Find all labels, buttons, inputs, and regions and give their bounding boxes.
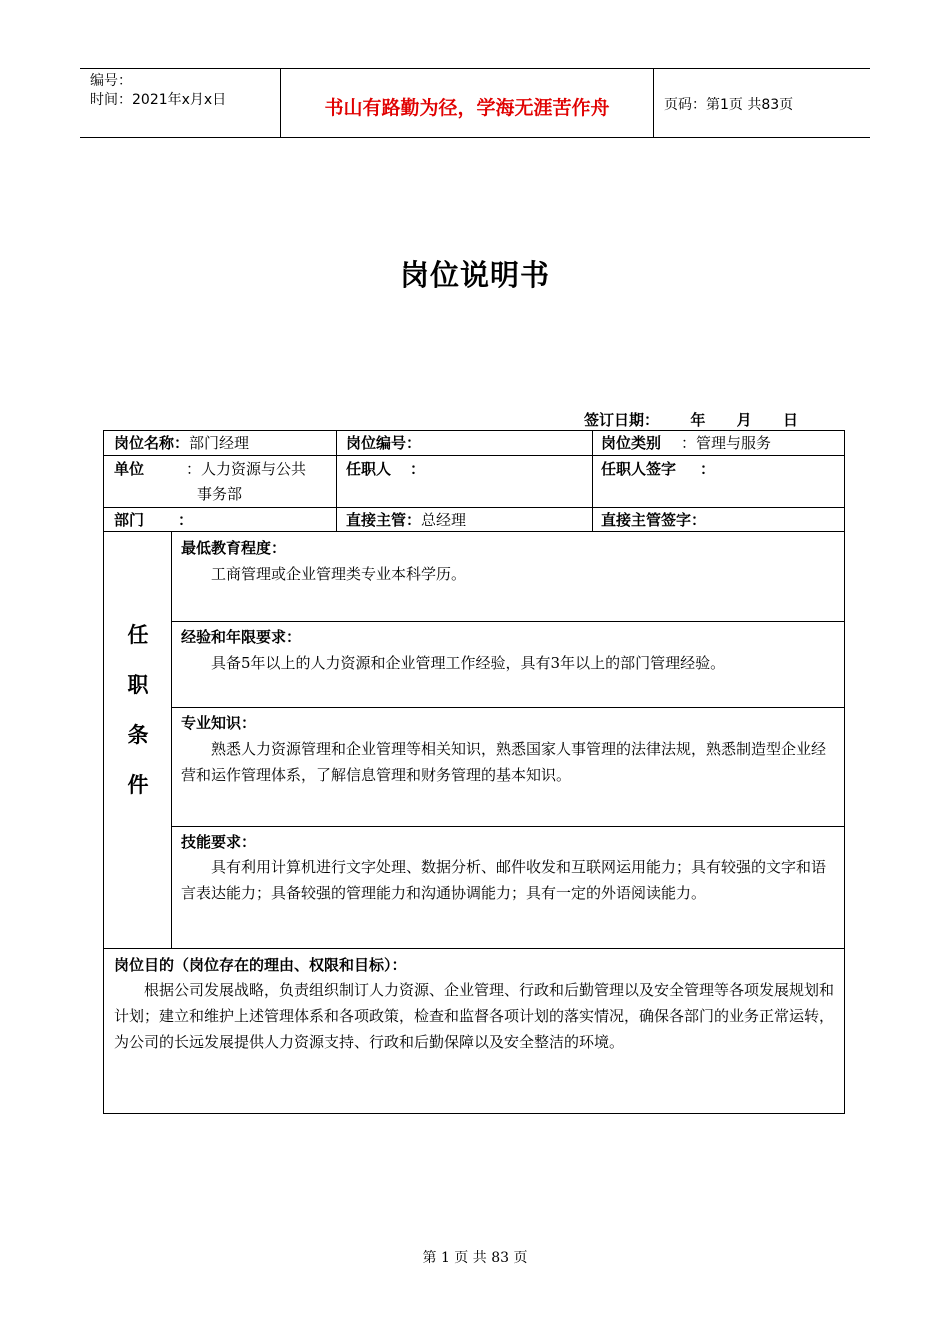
motto-text: 书山有路勤为径，学海无涯苦作舟 <box>324 97 610 119</box>
job-description-form <box>103 430 845 1114</box>
incumbent-sign-colon: ： <box>700 460 716 478</box>
position-type-label: 岗位类别 <box>601 434 662 452</box>
knowledge-heading: 专业知识： <box>181 714 257 732</box>
header-motto-cell <box>281 69 654 137</box>
purpose-text: 根据公司发展战略，负责组织制订人力资源、企业管理、行政和后勤管理以及安全管理等各项发展规划和计划；建立和维护上述管理体系和各项政策，检查和监督各项计划的落实情况，确保各部门的业务正常运转，为公司的长远发展提供人力资源支持、行政和后勤保障以及安全整洁的环境。 <box>114 981 835 1051</box>
supervisor-field <box>346 508 466 532</box>
skills-text: 具有利用计算机进行文字处理、数据分析、邮件收发和互联网运用能力；具有较强的文字和语言表达能力；具备较强的管理能力和沟通协调能力；具有一定的外语阅读能力。 <box>181 858 827 902</box>
supervisor-sign-label: 直接主管签字： <box>601 511 707 529</box>
experience-text: 具备5年以上的人力资源和企业管理工作经验，具有3年以上的部门管理经验。 <box>211 654 726 672</box>
page-info: 页码：第1页 共83页 <box>664 97 794 113</box>
row-divider <box>104 507 844 508</box>
column-divider <box>336 431 337 531</box>
skills-heading: 技能要求： <box>181 833 257 851</box>
incumbent-colon: ： <box>410 460 426 478</box>
row-divider <box>104 455 844 456</box>
row-divider <box>104 531 844 532</box>
position-name-field <box>114 431 249 455</box>
document-title: 岗位说明书 <box>399 258 550 292</box>
header-meta-cell <box>80 69 281 137</box>
incumbent-label: 任职人 <box>346 460 392 478</box>
department-colon: ： <box>178 511 194 529</box>
column-divider <box>592 431 593 531</box>
supervisor-value: 总经理 <box>421 511 467 529</box>
requirements-char: 件 <box>127 773 149 797</box>
requirements-char: 条 <box>127 723 149 747</box>
department-label: 部门 <box>114 511 145 529</box>
section-divider <box>171 707 844 708</box>
position-type-value: ：管理与服务 <box>681 434 772 452</box>
position-code-label: 岗位编号： <box>346 434 422 452</box>
unit-value-line1: ：人力资源与公共 <box>186 460 307 478</box>
education-text: 工商管理或企业管理类专业本科学历。 <box>211 565 467 583</box>
number-label: 编号： <box>90 73 132 89</box>
education-heading: 最低教育程度： <box>181 539 287 557</box>
incumbent-sign-label: 任职人签字 <box>601 460 677 478</box>
page-footer: 第 1 页 共 83 页 <box>422 1250 528 1266</box>
sign-date: 签订日期： 年 月 日 <box>584 411 798 429</box>
supervisor-label: 直接主管： <box>346 511 422 529</box>
position-name-value: 部门经理 <box>189 434 250 452</box>
row-divider <box>104 948 844 949</box>
position-name-label: 岗位名称： <box>114 434 190 452</box>
requirements-label <box>104 619 172 819</box>
section-divider <box>171 621 844 622</box>
position-type-field <box>601 431 771 455</box>
header-page-cell <box>654 69 870 137</box>
knowledge-text: 熟悉人力资源管理和企业管理等相关知识，熟悉国家人事管理的法律法规，熟悉制造型企业经营和运作管理体系，了解信息管理和财务管理的基本知识。 <box>181 740 827 784</box>
section-divider <box>171 826 844 827</box>
purpose-heading: 岗位目的（岗位存在的理由、权限和目标）： <box>114 956 407 974</box>
unit-value-line2: 事务部 <box>197 485 243 503</box>
experience-heading: 经验和年限要求： <box>181 628 302 646</box>
unit-label: 单位 <box>114 460 145 478</box>
requirements-char: 任 <box>127 623 149 647</box>
page-header <box>80 68 870 138</box>
requirements-char: 职 <box>127 673 149 697</box>
time-label: 时间：2021年x月x日 <box>90 92 227 108</box>
